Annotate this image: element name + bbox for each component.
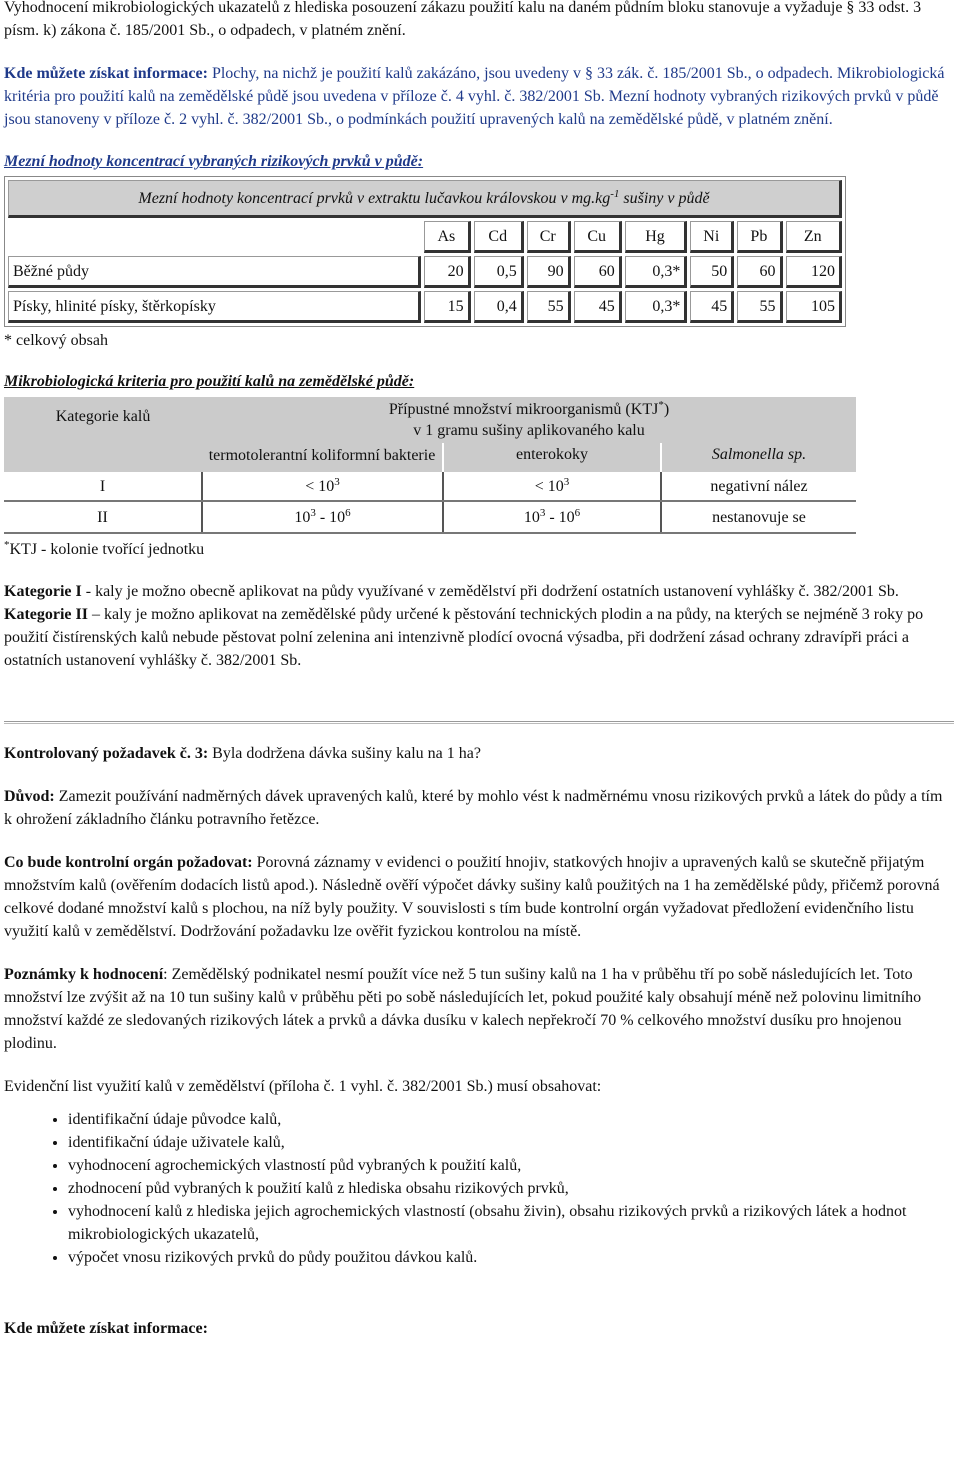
micro-table [4,397,856,534]
category-2-paragraph: Kategorie II – kaly je možno aplikovat na zemědělské půdy určené k pěstování technických plodin a na půdy, na kterých se nejméně 3 roky po použití čistírenských kalů nebude pěstovat polní zelenina ani intenzivně plodící ovocná výsadba, při dodržení zásad ochrany zdravípři práci a ostatních ustanovení vyhlášky č. 382/2001 Sb. [4,606,924,669]
notes-paragraph: Poznámky k hodnocení: Zemědělský podnikatel nesmí použít více než 5 tun sušiny kalů na 1 ha v průběhu tří po sobě následujících let. Toto množství lze zvýšit až na 10 tun sušiny kalů v průběhu pěti po sobě následujících let, pokud použité kaly obsahují méně než polovinu limitního množství každé ze sledovaných rizikových látek a prvků a dávka dusíku v kalech nepřekročí 70 % celkového množství dusíku pro hnojenou plodinu. [4,966,922,1052]
metals-col-header: Pb [737,221,782,253]
micro-subcol-enterococci: enterokoky [443,443,661,466]
metals-title: Mezní hodnoty koncentrací vybraných rizikových prvků v půdě: [4,153,424,170]
metals-col-header: Cu [574,221,622,253]
list-item: • identifikační údaje původce kalů, [68,1108,954,1131]
list-item: • identifikační údaje uživatele kalů, [68,1131,954,1154]
requirement-paragraph: Kontrolovaný požadavek č. 3: Byla dodržena dávka sušiny kalu na 1 ha? [4,745,481,762]
micro-subcol-coliform: termotolerantní koliformní bakterie [202,443,443,466]
metals-corner [8,221,421,253]
list-item: • výpočet vnosu rizikových prvků do půdy použitou dávkou kalů. [68,1246,954,1269]
metals-value-cell: 60 [737,256,782,288]
record-list [4,1108,954,1269]
info-paragraph [4,62,954,131]
micro-coliform-value: < $10^3$ [202,472,443,501]
micro-category-header: Kategorie kalů [4,397,202,466]
metals-value-cell: 0,4 [474,291,524,323]
authority-paragraph: Co bude kontrolní orgán požadovat: Porovná záznamy v evidenci o použití hnojiv, statkových hnojiv a upravených kalů se skutečně přijatým množstvím kalů (ověřením dodacích listů apod.). Následně ověří výpočet dávky sušiny kalů použitých na 1 ha zemědělské půdy, přičemž porovná celkové dodané množství kalů s plochou, na níž byly použity. V souvislosti s tím bude kontrolní orgán vyžadovat předložení evidenčního listu využití kalů v zemědělství. Dodržování požadavku lze ověřit fyzickou kontrolou na místě. [4,854,940,940]
list-item: • vyhodnocení agrochemických vlastností půd vybraných k použití kalů, [68,1154,954,1177]
metals-value-cell: 0,3* [625,256,688,288]
metals-value-cell: 0,5 [474,256,524,288]
reason-paragraph: Důvod: Zamezit používání nadměrných dávek upravených kalů, které by mohlo vést k nadměrnému vnosu rizikových prvků a látek do půdy a tím k ohrožení základního článku potravního řetězce. [4,788,943,828]
info-label: Kde můžete získat informace: [4,65,208,82]
metals-table [4,176,846,327]
document-page [4,0,954,1340]
metals-value-cell: 60 [574,256,622,288]
metals-col-header: Cd [474,221,524,253]
metals-row-label: Písky, hlinité písky, štěrkopísky [8,291,421,323]
metals-value-cell: 15 [424,291,471,323]
micro-main-header: Přípustné množství mikroorganismů (KTJ*) v 1 gramu sušiny aplikovaného kalu [202,397,856,443]
micro-salmonella-value: negativní nález [661,472,856,501]
metals-value-cell: 90 [527,256,571,288]
metals-col-header: Cr [527,221,571,253]
info-text: Plochy, na nichž je použití kalů zakázáno, jsou uvedeny v § 33 zák. č. 185/2001 Sb., o odpadech. Mikrobiologická kritéria pro použití kalů na zemědělské půdě jsou uvedena v příloze č. 4 vyhl. č. 382/2001 Sb. Mezní hodnoty vybraných rizikových prvků v půdě jsou stanoveny v příloze č. 2 vyhl. č. 382/2001 Sb., o podmínkách použití upravených kalů na zemědělské půdě, v platném znění. [4,65,945,128]
micro-row [4,501,856,533]
final-info-label: Kde můžete získat informace: [4,1320,208,1337]
section-divider [4,721,954,724]
metals-row-label: Běžné půdy [8,256,421,288]
micro-enterococci-value: $10^3 - 10^6$ [443,501,661,533]
record-intro: Evidenční list využití kalů v zemědělství (příloha č. 1 vyhl. č. 382/2001 Sb.) musí obsahovat: [4,1078,602,1095]
metals-value-cell: 0,3* [625,291,688,323]
micro-cat: I [4,472,202,501]
intro-paragraph [4,0,954,42]
intro-text: Vyhodnocení mikrobiologických ukazatelů z hlediska posouzení zákazu použití kalu na daném půdním bloku stanovuje a vyžaduje § 33 odst. 3 písm. k) zákona č. 185/2001 Sb., o odpadech, v platném znění. [4,0,922,39]
metals-value-cell: 20 [424,256,471,288]
category-1-paragraph: Kategorie I - kaly je možno obecně aplikovat na půdy využívané v zemědělství při dodržení ostatních ustanovení vyhlášky č. 382/2001 Sb. [4,583,899,600]
micro-subcol-salmonella: Salmonella sp. [661,443,856,466]
metals-value-cell: 120 [786,256,842,288]
micro-title: Mikrobiologická kriteria pro použití kalů na zemědělské půdě: [4,373,415,390]
micro-coliform-value: $10^3 - 10^6$ [202,501,443,533]
micro-enterococci-value: < $10^3$ [443,472,661,501]
metals-value-cell: 105 [786,291,842,323]
metals-value-cell: 55 [737,291,782,323]
metals-footnote: * celkový obsah [4,332,108,349]
micro-row [4,472,856,501]
metals-value-cell: 50 [690,256,734,288]
metals-col-header: Zn [786,221,842,253]
micro-cat: II [4,501,202,533]
list-item: • zhodnocení půd vybraných k použití kalů z hlediska obsahu rizikových prvků, [68,1177,954,1200]
metals-value-cell: 45 [690,291,734,323]
metals-header: Mezní hodnoty koncentrací prvků v extraktu lučavkou královskou v $mg.kg^{-1}$ sušiny v půdě [8,180,842,218]
micro-salmonella-value: nestanovuje se [661,501,856,533]
list-item: • vyhodnocení kalů z hlediska jejich agrochemických vlastností (obsahu živin), obsahu rizikových prvků a rizikových látek a hodnot mikrobiologických ukazatelů, [68,1200,954,1246]
metals-value-cell: 45 [574,291,622,323]
metals-col-header: Hg [625,221,688,253]
metals-value-cell: 55 [527,291,571,323]
metals-col-header: Ni [690,221,734,253]
metals-col-header: As [424,221,471,253]
micro-footnote: *KTJ - kolonie tvořící jednotku [4,539,205,558]
